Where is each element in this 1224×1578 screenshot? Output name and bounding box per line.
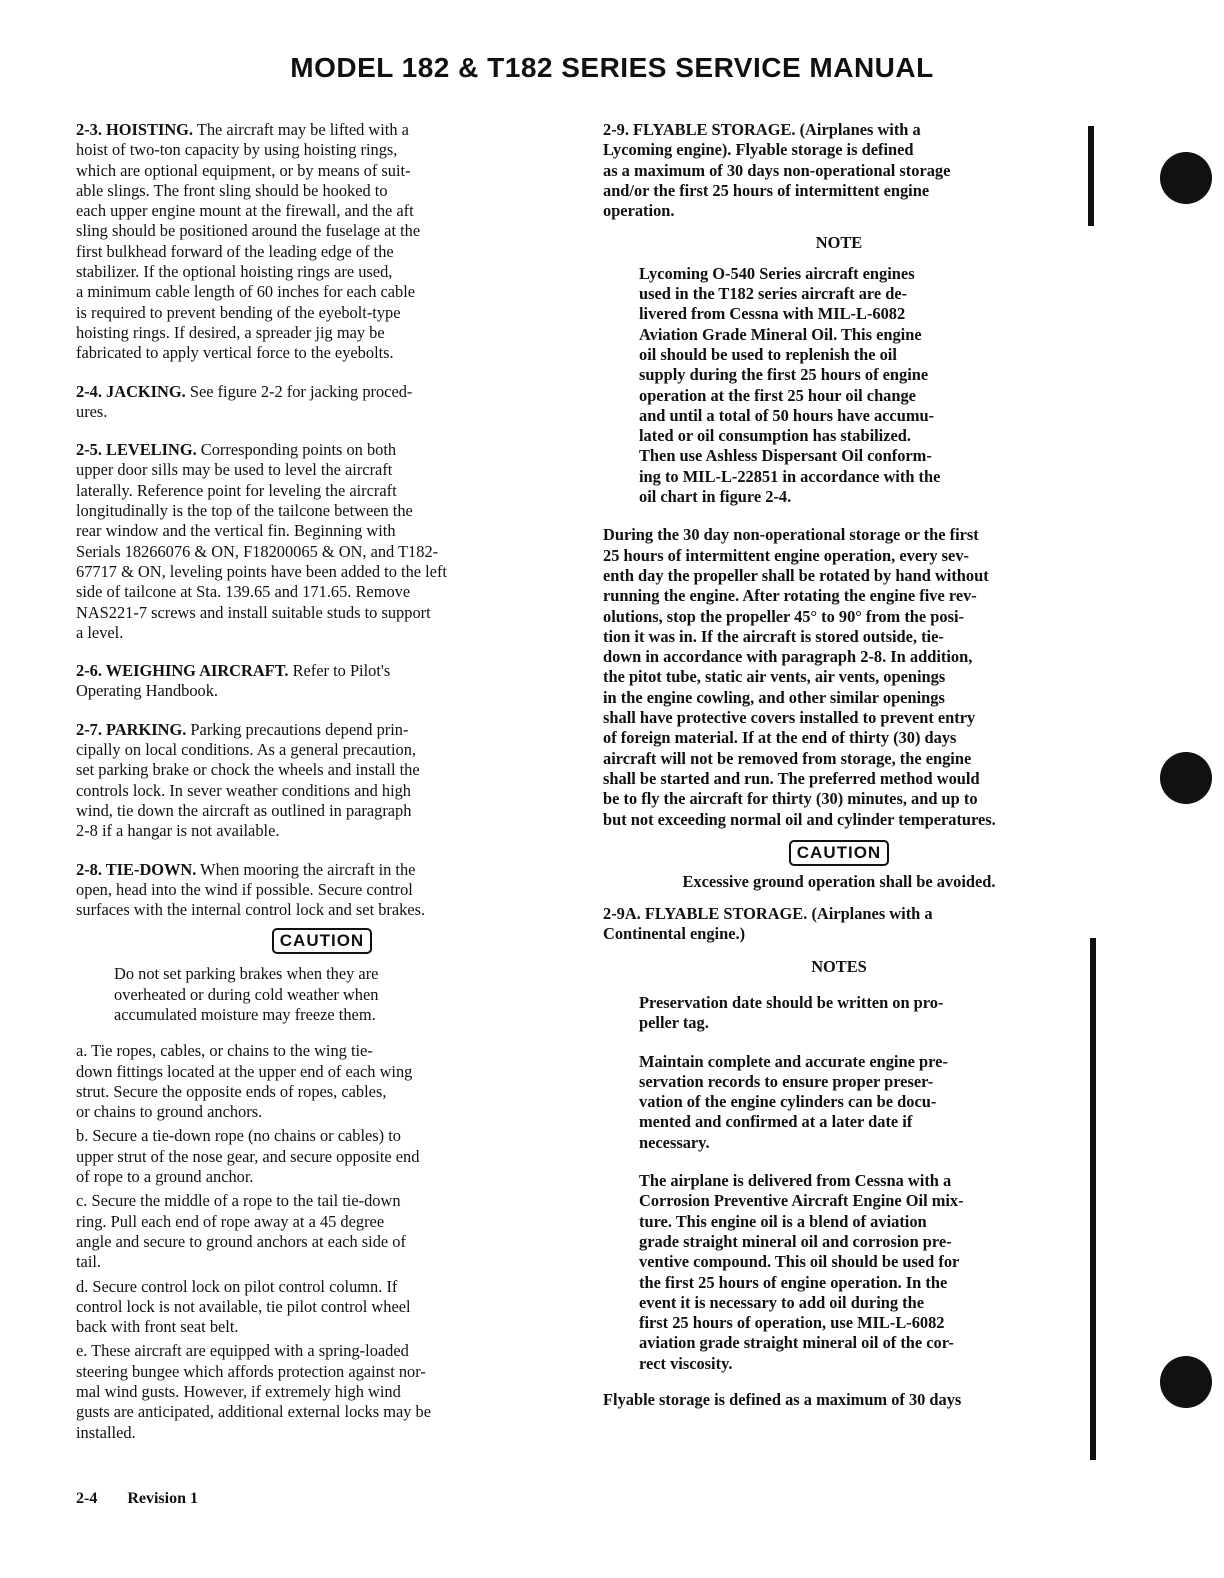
section-body: See figure 2-2 for jacking proced- ures.: [76, 381, 413, 421]
caution-text: Excessive ground operation shall be avoided.: [682, 871, 996, 891]
caution-box-left: [76, 928, 568, 954]
flyable-storage-definition: Flyable storage is defined as a maximum of 30 days: [603, 1390, 962, 1410]
section-heading: 2-3. HOISTING.: [76, 120, 194, 139]
list-item: b. Secure a tie-down rope (no chains or cables) to upper strut of the nose gear, and secure opposite end of rope to a ground anchor.: [76, 1126, 420, 1187]
section-body: The aircraft may be lifted with a hoist of two-ton capacity by using hoisting rings, which are optional equipment, or by means of suit- able slings. The front sling should be hooked to each upper engine mount at the firewall, and the aft sling should be positioned around the fuselage at the first bulkhead forward of the leading edge of the stabilizer. If the optional hoisting rings are used, a minimum cable length of 60 inches for each cable is required to prevent bending of the eyebolt-type hoisting rings. If desired, a spreader jig may be fabricated to apply vertical force to the eyebolts.: [76, 120, 421, 363]
binder-hole: [1160, 1356, 1212, 1408]
page-number: 2-4: [76, 1490, 98, 1507]
notes-title: NOTES: [811, 956, 867, 976]
note-text: Lycoming O-540 Series aircraft engines used in the T182 series aircraft are de- livered from Cessna with MIL-L-6082 Aviation Grade Mineral Oil. This engine oil should be used to replenish the oil supply during the first 25 hours of engine operation at the first 25 hour oil change and until a total of 50 hours have accumu- lated or oil consumption has stabilized. Then use Ashless Dispersant Oil conform- ing to MIL-L-22851 in accordance with the oil chart in figure 2-4.: [639, 263, 941, 507]
note-item: The airplane is delivered from Cessna with a Corrosion Preventive Aircraft Engine Oil mix- ture. This engine oil is a blend of aviation grade straight mineral oil and corrosion pre- ventive compound. This oil should be used for the first 25 hours of engine operation. In the event it is necessary to add oil during the first 25 hours of operation, use MIL-L-6082 aviation grade straight mineral oil of the cor- rect viscosity.: [639, 1171, 964, 1373]
storage-procedure: During the 30 day non-operational storage or the first 25 hours of intermittent engine operation, every sev- enth day the propeller shall be rotated by hand without running the engine. After rotating the engine five rev- olutions, stop the propeller 45° to 90° from the posi- tion it was in. If the aircraft is stored outside, tie- down in accordance with paragraph 2-8. In addition, the pitot tube, static air vents, air vents, openings in the engine cowling, and other similar openings shall have protective covers installed to prevent entry of foreign material. If at the end of thirty (30) days aircraft will not be removed from storage, the engine shall be started and run. The preferred method would be to fly the aircraft for thirty (30) minutes, and up to but not exceeding normal oil and cylinder temperatures.: [603, 525, 996, 829]
section-heading: 2-9. FLYABLE STORAGE.: [603, 120, 796, 139]
section-heading: 2-8. TIE-DOWN.: [76, 859, 197, 879]
section-tiedown: [76, 860, 568, 921]
caution-box-right: [603, 840, 1075, 866]
section-body: (Airplanes with a Lycoming engine). Flyable storage is defined as a maximum of 30 days non-operational storage and/or the first 25 hours of intermittent engine operation.: [603, 120, 951, 221]
section-heading: 2-6. WEIGHING AIRCRAFT.: [76, 661, 289, 681]
binder-hole: [1160, 152, 1212, 204]
caution-label: CAUTION: [272, 928, 372, 954]
section-body: Corresponding points on both upper door sills may be used to level the aircraft laterally. Reference point for leveling the aircraft longitudinally is the top of the tailcone between the rear window and the vertical fin. Beginning with Serials 18266076 & ON, F18200065 & ON, and T182- 67717 & ON, leveling points have been added to the left side of tailcone at Sta. 139.65 and 171.65. Remove NAS221-7 screws and install suitable studs to support a level.: [76, 440, 447, 642]
section-flyable-storage: [603, 120, 1075, 221]
section-heading: 2-7. PARKING.: [76, 719, 187, 739]
section-hoisting: [76, 120, 568, 364]
section-body: Parking precautions depend prin- cipally on local conditions. As a general precaution, set parking brake or chock the wheels and install the controls lock. In sever weather conditions and high wind, tie down the aircraft as outlined in paragraph 2-8 if a hangar is not available.: [76, 719, 420, 841]
revision-label: Revision 1: [127, 1490, 198, 1507]
section-body: (Airplanes with a Continental engine.): [603, 904, 933, 944]
section-heading: 2-9A. FLYABLE STORAGE.: [603, 904, 808, 924]
section-body: When mooring the aircraft in the open, head into the wind if possible. Secure control surfaces with the internal control lock and set brakes.: [76, 859, 426, 920]
list-item: a. Tie ropes, cables, or chains to the wing tie- down fittings located at the upper end of each wing strut. Secure the opposite ends of ropes, cables, or chains to ground anchors.: [76, 1041, 413, 1122]
section-flyable-storage-continental: [603, 904, 1075, 945]
caution-text: Do not set parking brakes when they are overheated or during cold weather when accumulated moisture may freeze them.: [114, 964, 379, 1024]
page-title: MODEL 182 & T182 SERIES SERVICE MANUAL: [290, 52, 934, 83]
section-jacking: [76, 382, 568, 423]
right-column: [603, 120, 1075, 1428]
note-title: NOTE: [815, 233, 863, 253]
list-item: e. These aircraft are equipped with a spring-loaded steering bungee which affords protection against nor- mal wind gusts. However, if extremely high wind gusts are anticipated, additional external locks may be installed.: [76, 1341, 432, 1442]
page-footer: [76, 1490, 198, 1508]
section-heading: 2-5. LEVELING.: [76, 440, 197, 460]
list-item: c. Secure the middle of a rope to the tail tie-down ring. Pull each end of rope away at a 45 degree angle and secure to ground anchors at each side of tail.: [76, 1191, 406, 1272]
section-body: Refer to Pilot's Operating Handbook.: [76, 661, 391, 701]
tiedown-steps: [76, 1041, 568, 1443]
section-heading: 2-4. JACKING.: [76, 381, 186, 401]
caution-label: CAUTION: [789, 840, 889, 866]
change-bar: [1088, 126, 1094, 226]
note-item: Preservation date should be written on pro- peller tag.: [639, 992, 944, 1033]
section-leveling: [76, 440, 568, 643]
binder-hole: [1160, 752, 1212, 804]
left-column: [76, 120, 568, 1447]
note-item: Maintain complete and accurate engine pre- servation records to ensure proper preser- vation of the engine cylinders can be docu- mented and confirmed at a later date if necessary.: [639, 1051, 948, 1152]
section-parking: [76, 720, 568, 842]
section-weighing: [76, 661, 568, 702]
list-item: d. Secure control lock on pilot control column. If control lock is not available, tie pilot control wheel back with front seat belt.: [76, 1276, 411, 1337]
change-bar: [1090, 938, 1096, 1460]
